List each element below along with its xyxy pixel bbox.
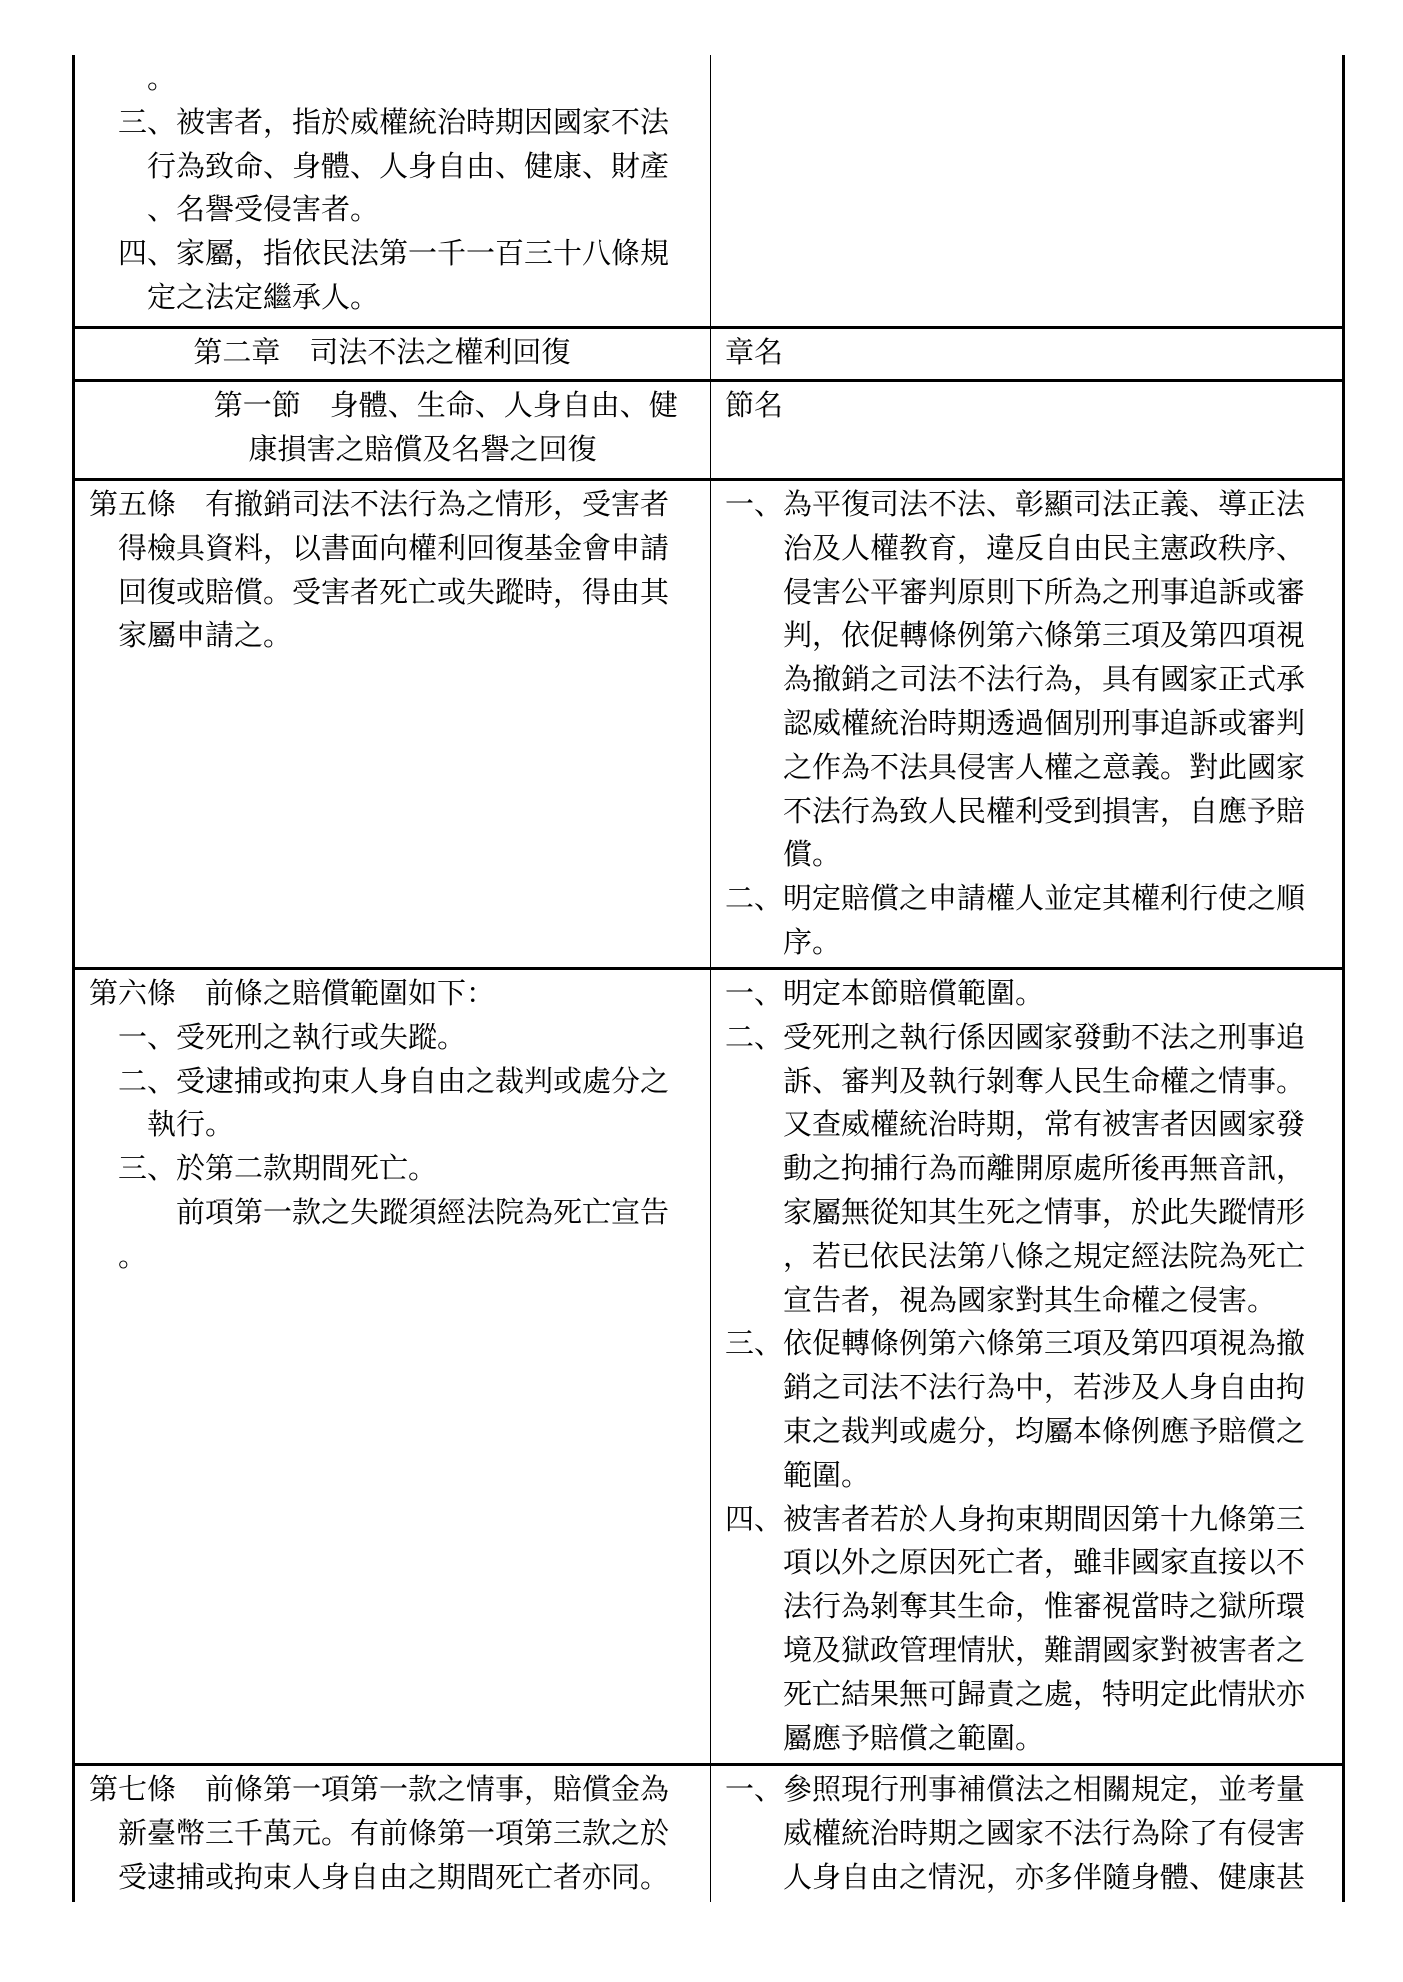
text-line: 境及獄政管理情狀，難謂國家對被害者之 (783, 1632, 1306, 1667)
text-line: 四、被害者若於人身拘束期間因第十九條第三 (725, 1501, 1306, 1536)
text-line: 訴、審判及執行剝奪人民生命權之情事。 (783, 1063, 1306, 1098)
table-row (72, 967, 1345, 1763)
text-line: 一、參照現行刑事補償法之相關規定，並考量 (725, 1772, 1306, 1806)
text-line: 侵害公平審判原則下所為之刑事追訴或審 (783, 574, 1306, 609)
text-line: ，若已依民法第八條之規定經法院為死亡 (783, 1238, 1306, 1273)
text-line: 四、家屬，指依民法第一千一百三十八條規 (118, 236, 670, 271)
text-line: 死亡結果無可歸責之處，特明定此情狀亦 (783, 1676, 1306, 1711)
text-line: 第二章 司法不法之權利回復 (193, 335, 571, 369)
text-line: 康損害之賠償及名譽之回復 (248, 431, 597, 466)
text-line: 一、明定本節賠償範圍。 (725, 976, 1045, 1010)
text-line: 人身自由之情況，亦多伴隨身體、健康甚 (783, 1859, 1306, 1894)
text-line: 第一節 身體、生命、人身自由、健 (213, 388, 678, 422)
text-line: 宣告者，視為國家對其生命權之侵害。 (783, 1282, 1277, 1317)
text-line: 一、為平復司法不法、彰顯司法正義、導正法 (725, 487, 1306, 521)
text-line: 第六條 前條之賠償範圍如下： (89, 976, 496, 1010)
provision-cell (75, 970, 711, 1763)
text-line: 執行。 (147, 1107, 235, 1142)
text-line: 三、依促轉條例第六條第三項及第四項視為撤 (725, 1326, 1306, 1361)
text-line: 前項第一款之失蹤須經法院為死亡宣告 (176, 1194, 670, 1229)
text-line: 屬應予賠償之範圍。 (783, 1720, 1045, 1755)
text-line: 為撤銷之司法不法行為，具有國家正式承 (783, 662, 1306, 697)
text-line: 受逮捕或拘束人身自由之期間死亡者亦同。 (118, 1859, 670, 1894)
provision-cell (75, 55, 711, 326)
text-line: 不法行為致人民權利受到損害，自應予賠 (783, 793, 1306, 828)
text-line: 動之拘捕行為而離開原處所後再無音訊， (783, 1151, 1306, 1186)
explanation-cell (711, 1766, 1342, 1902)
text-line: 認威權統治時期透過個別刑事追訴或審判 (783, 705, 1306, 740)
explanation-cell (711, 970, 1342, 1763)
text-line: 回復或賠償。受害者死亡或失蹤時，得由其 (118, 574, 670, 609)
text-line: 治及人權教育，違反自由民主憲政秩序、 (783, 530, 1306, 565)
text-line: 之作為不法具侵害人權之意義。對此國家 (783, 749, 1306, 784)
text-line: 新臺幣三千萬元。有前條第一項第三款之於 (118, 1815, 670, 1850)
text-line: 章名 (725, 335, 784, 369)
explanation-cell (711, 55, 1342, 326)
text-line: 、名譽受侵害者。 (147, 192, 380, 227)
text-line: 償。 (783, 837, 842, 872)
text-line: 家屬無從知其生死之情事，於此失蹤情形 (783, 1194, 1306, 1229)
text-line: 第五條 有撤銷司法不法行為之情形，受害者 (89, 487, 670, 521)
text-line: 三、被害者，指於威權統治時期因國家不法 (118, 104, 670, 139)
text-line: 序。 (783, 924, 842, 959)
table-row (72, 478, 1345, 967)
text-line: 。 (147, 61, 177, 95)
table-row (72, 1763, 1345, 1902)
table-row (72, 55, 1345, 326)
text-line: 節名 (725, 388, 784, 422)
text-line: 定之法定繼承人。 (147, 279, 380, 314)
provision-cell (75, 481, 711, 967)
explanation-cell (711, 329, 1342, 379)
provision-cell (75, 382, 711, 478)
provision-cell (75, 329, 711, 379)
text-line: 範圍。 (783, 1457, 871, 1492)
text-line: 束之裁判或處分，均屬本條例應予賠償之 (783, 1413, 1306, 1448)
text-line: 威權統治時期之國家不法行為除了有侵害 (783, 1815, 1306, 1850)
text-line: 行為致命、身體、人身自由、健康、財產 (147, 148, 670, 183)
text-line: 二、明定賠償之申請權人並定其權利行使之順 (725, 881, 1306, 916)
text-line: 二、受逮捕或拘束人身自由之裁判或處分之 (118, 1063, 670, 1098)
table-row (72, 326, 1345, 379)
text-line: 二、受死刑之執行係因國家發動不法之刑事追 (725, 1019, 1306, 1054)
text-line: 得檢具資料，以書面向權利回復基金會申請 (118, 530, 670, 565)
explanation-cell (711, 382, 1342, 478)
explanation-cell (711, 481, 1342, 967)
table-row (72, 379, 1345, 478)
provision-cell (75, 1766, 711, 1902)
text-line: 家屬申請之。 (118, 618, 293, 653)
text-line: 又查威權統治時期，常有被害者因國家發 (783, 1107, 1306, 1142)
text-line: 判，依促轉條例第六條第三項及第四項視 (783, 618, 1306, 653)
text-line: 項以外之原因死亡者，雖非國家直接以不 (783, 1545, 1306, 1580)
text-line: 三、於第二款期間死亡。 (118, 1151, 438, 1186)
text-line: 。 (118, 1238, 148, 1273)
text-line: 法行為剝奪其生命，惟審視當時之獄所環 (783, 1589, 1306, 1624)
text-line: 銷之司法不法行為中，若涉及人身自由拘 (783, 1370, 1306, 1405)
text-line: 第七條 前條第一項第一款之情事，賠償金為 (89, 1772, 670, 1806)
text-line: 一、受死刑之執行或失蹤。 (118, 1019, 467, 1054)
